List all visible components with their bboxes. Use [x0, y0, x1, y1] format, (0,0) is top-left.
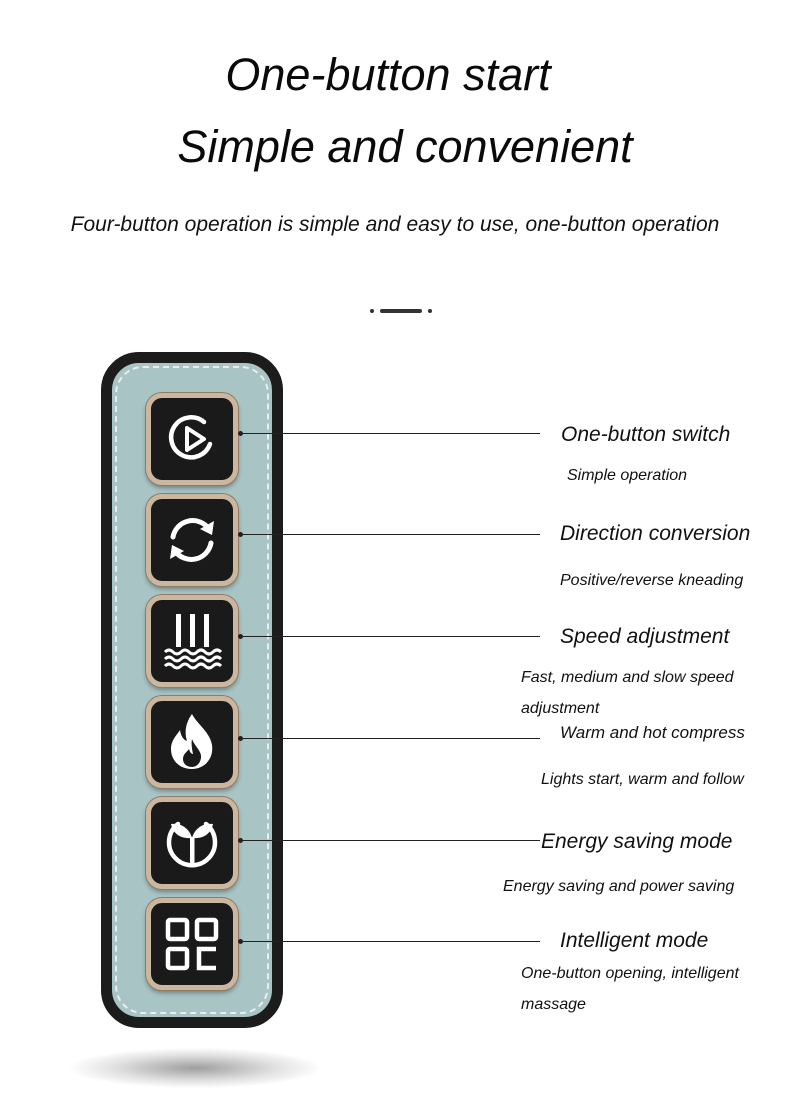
label-warm-hot-compress: Warm and hot compress: [560, 723, 745, 742]
desc-intelligent-mode: One-button opening, intelligent massage: [521, 965, 739, 1013]
rotate-arrows-icon: [159, 507, 225, 573]
label-speed-adjustment: Speed adjustment: [560, 625, 730, 648]
desc-energy-saving-mode: Energy saving and power saving: [503, 878, 735, 895]
energy-button[interactable]: [146, 797, 238, 889]
speed-button[interactable]: [146, 595, 238, 687]
leader-line-3: [241, 636, 540, 637]
leader-line-5: [241, 840, 540, 841]
power-play-icon: [159, 406, 225, 472]
desc-one-button-switch: Simple operation: [567, 467, 688, 484]
label-intelligent-mode: Intelligent mode: [560, 929, 709, 952]
power-button[interactable]: [146, 393, 238, 485]
leader-line-1: [241, 433, 540, 434]
direction-button[interactable]: [146, 494, 238, 586]
leader-line-6: [241, 941, 540, 942]
speed-waves-icon: [159, 608, 225, 674]
intelligent-button[interactable]: [146, 898, 238, 990]
label-energy-saving-mode: Energy saving mode: [541, 830, 733, 853]
leader-line-4: [241, 738, 540, 739]
remote-shadow: [70, 1048, 320, 1088]
section-divider: [370, 308, 432, 314]
headline-line-1: One-button start: [225, 49, 551, 100]
label-one-button-switch: One-button switch: [561, 423, 731, 446]
desc-direction-conversion: Positive/reverse kneading: [560, 572, 744, 589]
headline-line-2: Simple and convenient: [177, 121, 633, 172]
flame-icon: [159, 709, 225, 775]
desc-speed-adjustment: Fast, medium and slow speed adjustment: [521, 669, 734, 717]
label-direction-conversion: Direction conversion: [560, 522, 751, 545]
subtitle: Four-button operation is simple and easy to use, one-button operation: [70, 213, 720, 236]
heat-button[interactable]: [146, 696, 238, 788]
leader-line-2: [241, 534, 540, 535]
desc-warm-hot-compress: Lights start, warm and follow: [541, 771, 744, 788]
leaf-circle-icon: [159, 810, 225, 876]
grid-squares-icon: [159, 911, 225, 977]
